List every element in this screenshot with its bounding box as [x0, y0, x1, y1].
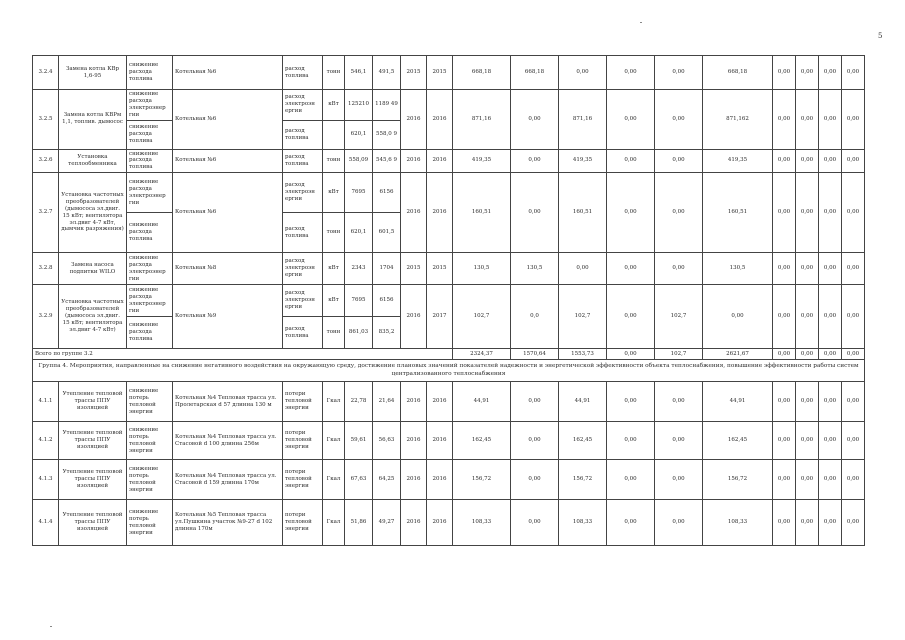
data-cell-f5: 419,35 — [703, 149, 773, 173]
data-cell-z4: 0,00 — [842, 500, 865, 546]
data-cell-f1: 0,00 — [511, 90, 559, 150]
data-cell-f2: 108,33 — [559, 500, 607, 546]
parameter-cell: расход топлива — [283, 120, 323, 149]
measure-name-cell: Утепление тепловой трассы ППУ изоляцией — [59, 500, 127, 546]
data-cell-t: 156,72 — [453, 460, 511, 500]
value-after-cell: 21,64 — [373, 382, 401, 422]
data-cell-f3: 0,00 — [607, 422, 655, 460]
value-before-cell: 125210 — [345, 90, 373, 121]
data-cell-z4: 0,00 — [842, 56, 865, 90]
total-cell-t: 2324,37 — [453, 349, 511, 360]
data-cell-f3: 0,00 — [607, 149, 655, 173]
table-body — [33, 56, 865, 546]
table-row — [33, 500, 865, 546]
data-cell-f2: 156,72 — [559, 460, 607, 500]
data-cell-f2: 102,7 — [559, 285, 607, 349]
parameter-cell: расход топлива — [283, 56, 323, 90]
data-cell-y1: 2016 — [401, 285, 427, 349]
value-after-cell: 56,63 — [373, 422, 401, 460]
table-row — [33, 422, 865, 460]
data-cell-y2: 2016 — [427, 460, 453, 500]
data-cell-y2: 2017 — [427, 285, 453, 349]
data-cell-z1: 0,00 — [773, 56, 796, 90]
data-cell-z3: 0,00 — [819, 285, 842, 349]
group-title-row — [33, 360, 865, 382]
data-cell-z3: 0,00 — [819, 90, 842, 150]
data-cell-f4: 0,00 — [655, 422, 703, 460]
row-number-cell: 4.1.4 — [33, 500, 59, 546]
value-after-cell: 601,5 — [373, 213, 401, 253]
unit-cell: кВт — [323, 90, 345, 121]
data-cell-y2: 2016 — [427, 500, 453, 546]
data-cell-z4: 0,00 — [842, 460, 865, 500]
row-number-cell: 4.1.3 — [33, 460, 59, 500]
data-cell-z1: 0,00 — [773, 500, 796, 546]
measure-name-cell: Утепление тепловой трассы ППУ изоляцией — [59, 460, 127, 500]
data-cell-y1: 2016 — [401, 149, 427, 173]
table-row — [33, 382, 865, 422]
data-cell-f3: 0,00 — [607, 90, 655, 150]
data-cell-f1: 0,0 — [511, 285, 559, 349]
unit-cell: Гкал — [323, 422, 345, 460]
data-cell-f3: 0,00 — [607, 460, 655, 500]
data-cell-f5: 162,45 — [703, 422, 773, 460]
row-number-cell: 3.2.7 — [33, 173, 59, 253]
measure-name-cell: Утепление тепловой трассы ППУ изоляцией — [59, 382, 127, 422]
data-cell-z3: 0,00 — [819, 500, 842, 546]
data-cell-y1: 2016 — [401, 500, 427, 546]
scan-speck — [640, 22, 642, 23]
parameter-cell: расход электроэн ергии — [283, 173, 323, 213]
data-cell-z3: 0,00 — [819, 149, 842, 173]
unit-cell: Гкал — [323, 500, 345, 546]
total-cell-f4: 102,7 — [655, 349, 703, 360]
data-cell-f1: 0,00 — [511, 500, 559, 546]
scan-speck — [50, 626, 52, 627]
effect-cell: снижение расхода электроэнер гии — [127, 173, 173, 213]
effect-cell: снижение потерь тепловой энергии — [127, 382, 173, 422]
measure-name-cell: Установка частотных преобразователей (дымососа эл.двиг. 15 кВт; вентилятора эл.двиг 4-7 кВт) — [59, 285, 127, 349]
data-cell-f4: 0,00 — [655, 460, 703, 500]
data-cell-z2: 0,00 — [796, 149, 819, 173]
data-cell-z1: 0,00 — [773, 253, 796, 285]
parameter-cell: потери тепловой энергии — [283, 382, 323, 422]
unit-cell: тонн — [323, 56, 345, 90]
data-cell-f5: 130,5 — [703, 253, 773, 285]
value-before-cell: 620,1 — [345, 120, 373, 149]
data-cell-y2: 2016 — [427, 149, 453, 173]
parameter-cell: расход электроэн ергии — [283, 285, 323, 317]
data-cell-z1: 0,00 — [773, 422, 796, 460]
object-cell: Котельная №5 Тепловая трасса ул.Пушкина участок №9-27 d 102 длинна 170м — [173, 500, 283, 546]
unit-cell: Гкал — [323, 382, 345, 422]
data-cell-t: 160,51 — [453, 173, 511, 253]
data-cell-f5: 108,33 — [703, 500, 773, 546]
effect-cell: снижение потерь тепловой энергии — [127, 500, 173, 546]
page-number: 5 — [878, 32, 883, 40]
value-before-cell: 861,03 — [345, 317, 373, 349]
table-row — [33, 149, 865, 173]
value-before-cell: 558,09 — [345, 149, 373, 173]
data-cell-y2: 2016 — [427, 173, 453, 253]
value-after-cell: 6156 — [373, 173, 401, 213]
object-cell: Котельная №6 — [173, 173, 283, 253]
data-cell-y2: 2016 — [427, 382, 453, 422]
data-cell-z4: 0,00 — [842, 253, 865, 285]
data-cell-z1: 0,00 — [773, 460, 796, 500]
data-cell-z2: 0,00 — [796, 173, 819, 253]
data-cell-f2: 871,16 — [559, 90, 607, 150]
data-cell-f3: 0,00 — [607, 253, 655, 285]
unit-cell: Гкал — [323, 460, 345, 500]
data-cell-f4: 0,00 — [655, 56, 703, 90]
object-cell: Котельная №4 Тепловая трасса ул. Пролетарская d 57 длинна 130 м — [173, 382, 283, 422]
data-cell-f4: 0,00 — [655, 90, 703, 150]
data-cell-t: 871,16 — [453, 90, 511, 150]
parameter-cell: расход электроэн ергии — [283, 253, 323, 285]
data-cell-z3: 0,00 — [819, 253, 842, 285]
object-cell: Котельная №8 — [173, 253, 283, 285]
total-cell-f2: 1553,73 — [559, 349, 607, 360]
data-cell-f4: 0,00 — [655, 382, 703, 422]
data-cell-y1: 2016 — [401, 90, 427, 150]
value-before-cell: 2343 — [345, 253, 373, 285]
unit-cell: кВт — [323, 253, 345, 285]
value-after-cell: 1189 49 — [373, 90, 401, 121]
data-cell-z4: 0,00 — [842, 382, 865, 422]
total-cell-z3: 0,00 — [819, 349, 842, 360]
measure-name-cell: Установка частотных преобразователей (дымососа эл.двиг. 15 кВт; вентилятора эл.двиг 4-7 кВт, дымчик разряжения) — [59, 173, 127, 253]
row-number-cell: 3.2.4 — [33, 56, 59, 90]
data-cell-z2: 0,00 — [796, 285, 819, 349]
total-cell-f3: 0,00 — [607, 349, 655, 360]
data-cell-f1: 668,18 — [511, 56, 559, 90]
effect-cell: снижение расхода топлива — [127, 56, 173, 90]
data-cell-z1: 0,00 — [773, 90, 796, 150]
effect-cell: снижение расхода топлива — [127, 213, 173, 253]
table-row — [33, 173, 865, 213]
value-before-cell: 22,78 — [345, 382, 373, 422]
unit-cell: кВт — [323, 285, 345, 317]
data-cell-z4: 0,00 — [842, 149, 865, 173]
data-cell-f1: 0,00 — [511, 149, 559, 173]
data-cell-f3: 0,00 — [607, 56, 655, 90]
total-cell-z4: 0,00 — [842, 349, 865, 360]
parameter-cell: расход топлива — [283, 149, 323, 173]
object-cell: Котельная №6 — [173, 149, 283, 173]
table-row — [33, 285, 865, 317]
value-after-cell: 545,6 9 — [373, 149, 401, 173]
unit-cell — [323, 120, 345, 149]
row-number-cell: 4.1.2 — [33, 422, 59, 460]
data-cell-f5: 871,162 — [703, 90, 773, 150]
data-cell-y1: 2016 — [401, 460, 427, 500]
value-after-cell: 491,5 — [373, 56, 401, 90]
effect-cell: снижение расхода электроэнер гии — [127, 90, 173, 121]
data-cell-f2: 44,91 — [559, 382, 607, 422]
data-cell-z4: 0,00 — [842, 285, 865, 349]
measure-name-cell: Установка теплообменника — [59, 149, 127, 173]
object-cell: Котельная №4 Тепловая трасса ул. Стасовой d 159 длинна 170м — [173, 460, 283, 500]
value-before-cell: 7695 — [345, 173, 373, 213]
data-cell-t: 668,18 — [453, 56, 511, 90]
data-cell-z2: 0,00 — [796, 56, 819, 90]
data-cell-z3: 0,00 — [819, 173, 842, 253]
value-after-cell: 1704 — [373, 253, 401, 285]
data-cell-f2: 162,45 — [559, 422, 607, 460]
data-cell-z4: 0,00 — [842, 173, 865, 253]
data-cell-f3: 0,00 — [607, 382, 655, 422]
data-cell-y1: 2016 — [401, 382, 427, 422]
value-before-cell: 59,61 — [345, 422, 373, 460]
effect-cell: снижение потерь тепловой энергии — [127, 460, 173, 500]
total-cell-z1: 0,00 — [773, 349, 796, 360]
data-cell-z1: 0,00 — [773, 149, 796, 173]
data-cell-f2: 0,00 — [559, 56, 607, 90]
data-cell-f5: 668,18 — [703, 56, 773, 90]
unit-cell: кВт — [323, 173, 345, 213]
effect-cell: снижение расхода топлива — [127, 120, 173, 149]
effect-cell: снижение расхода электроэнер гии — [127, 253, 173, 285]
data-cell-z2: 0,00 — [796, 422, 819, 460]
measure-name-cell: Замена насоса подпитки WILO — [59, 253, 127, 285]
parameter-cell: потери тепловой энергии — [283, 500, 323, 546]
data-cell-z3: 0,00 — [819, 382, 842, 422]
data-cell-f4: 0,00 — [655, 149, 703, 173]
total-cell-f1: 1570,64 — [511, 349, 559, 360]
value-after-cell: 64,25 — [373, 460, 401, 500]
data-cell-f4: 0,00 — [655, 500, 703, 546]
row-number-cell: 4.1.1 — [33, 382, 59, 422]
data-cell-z3: 0,00 — [819, 56, 842, 90]
effect-cell: снижение расхода электроэнер гии — [127, 285, 173, 317]
effect-cell: снижение расхода топлива — [127, 149, 173, 173]
object-cell: Котельная №4 Тепловая трасса ул. Стасовой d 100 длинна 256м — [173, 422, 283, 460]
data-cell-z3: 0,00 — [819, 422, 842, 460]
unit-cell: тонн — [323, 149, 345, 173]
data-cell-z4: 0,00 — [842, 422, 865, 460]
measure-name-cell: Замена котла КВр 1,6-95 — [59, 56, 127, 90]
row-number-cell: 3.2.6 — [33, 149, 59, 173]
data-cell-t: 102,7 — [453, 285, 511, 349]
data-cell-f4: 102,7 — [655, 285, 703, 349]
unit-cell: тонн — [323, 317, 345, 349]
data-cell-f5: 44,91 — [703, 382, 773, 422]
object-cell: Котельная №9 — [173, 285, 283, 349]
parameter-cell: потери тепловой энергии — [283, 460, 323, 500]
value-before-cell: 620,1 — [345, 213, 373, 253]
data-cell-f1: 130,5 — [511, 253, 559, 285]
data-cell-t: 44,91 — [453, 382, 511, 422]
total-cell-f5: 2621,67 — [703, 349, 773, 360]
data-cell-f2: 419,35 — [559, 149, 607, 173]
data-cell-z2: 0,00 — [796, 90, 819, 150]
data-cell-f3: 0,00 — [607, 500, 655, 546]
data-cell-y1: 2016 — [401, 422, 427, 460]
data-cell-t: 419,35 — [453, 149, 511, 173]
effect-cell: снижение расхода топлива — [127, 317, 173, 349]
data-cell-t: 130,5 — [453, 253, 511, 285]
data-cell-f3: 0,00 — [607, 173, 655, 253]
total-label-cell: Всего по группе 3.2 — [33, 349, 453, 360]
parameter-cell: расход топлива — [283, 213, 323, 253]
value-before-cell: 67,63 — [345, 460, 373, 500]
value-after-cell: 835,2 — [373, 317, 401, 349]
data-cell-f5: 0,00 — [703, 285, 773, 349]
data-cell-y1: 2016 — [401, 173, 427, 253]
measure-name-cell: Утепление тепловой трассы ППУ изоляцией — [59, 422, 127, 460]
data-cell-y1: 2015 — [401, 56, 427, 90]
value-after-cell: 6156 — [373, 285, 401, 317]
data-cell-f4: 0,00 — [655, 173, 703, 253]
data-cell-y2: 2015 — [427, 56, 453, 90]
data-cell-z1: 0,00 — [773, 285, 796, 349]
data-cell-f1: 0,00 — [511, 460, 559, 500]
data-cell-f5: 160,51 — [703, 173, 773, 253]
data-cell-z2: 0,00 — [796, 500, 819, 546]
row-number-cell: 3.2.5 — [33, 90, 59, 150]
data-cell-y2: 2016 — [427, 422, 453, 460]
value-before-cell: 546,1 — [345, 56, 373, 90]
parameter-cell: расход электроэн ергии — [283, 90, 323, 121]
row-number-cell: 3.2.8 — [33, 253, 59, 285]
data-cell-z2: 0,00 — [796, 382, 819, 422]
data-cell-y2: 2015 — [427, 253, 453, 285]
total-cell-z2: 0,00 — [796, 349, 819, 360]
value-before-cell: 7695 — [345, 285, 373, 317]
data-cell-y1: 2015 — [401, 253, 427, 285]
data-cell-f1: 0,00 — [511, 422, 559, 460]
data-cell-z3: 0,00 — [819, 460, 842, 500]
measures-table — [32, 55, 865, 546]
data-cell-f2: 160,51 — [559, 173, 607, 253]
data-cell-z2: 0,00 — [796, 253, 819, 285]
table-row — [33, 56, 865, 90]
value-after-cell: 558,0 9 — [373, 120, 401, 149]
data-cell-f3: 0,00 — [607, 285, 655, 349]
data-cell-z2: 0,00 — [796, 460, 819, 500]
table-row — [33, 253, 865, 285]
object-cell: Котельная №6 — [173, 90, 283, 150]
parameter-cell: потери тепловой энергии — [283, 422, 323, 460]
data-cell-f4: 0,00 — [655, 253, 703, 285]
row-number-cell: 3.2.9 — [33, 285, 59, 349]
value-before-cell: 51,86 — [345, 500, 373, 546]
data-cell-y2: 2016 — [427, 90, 453, 150]
data-cell-f5: 156,72 — [703, 460, 773, 500]
unit-cell: тонн — [323, 213, 345, 253]
data-cell-f1: 0,00 — [511, 173, 559, 253]
data-cell-f1: 0,00 — [511, 382, 559, 422]
data-cell-f2: 0,00 — [559, 253, 607, 285]
data-cell-t: 162,45 — [453, 422, 511, 460]
data-cell-t: 108,33 — [453, 500, 511, 546]
data-cell-z1: 0,00 — [773, 382, 796, 422]
table-row — [33, 90, 865, 121]
effect-cell: снижение потерь тепловой энергии — [127, 422, 173, 460]
parameter-cell: расход топлива — [283, 317, 323, 349]
table-row — [33, 460, 865, 500]
data-cell-z4: 0,00 — [842, 90, 865, 150]
measure-name-cell: Замена котла КВРм 1,1, топлив. дымосос — [59, 90, 127, 150]
group4-title-cell: Группа 4. Мероприятия, направленные на снижение негативного воздействия на окружающую среду, достижение плановых значений показателей надежности и энергетической эффективности объекта теплоснабжения, повышение эффективности работы систем централизованного теплоснабжения — [33, 360, 865, 382]
total-row — [33, 349, 865, 360]
data-cell-z1: 0,00 — [773, 173, 796, 253]
value-after-cell: 49,27 — [373, 500, 401, 546]
object-cell: Котельная №6 — [173, 56, 283, 90]
